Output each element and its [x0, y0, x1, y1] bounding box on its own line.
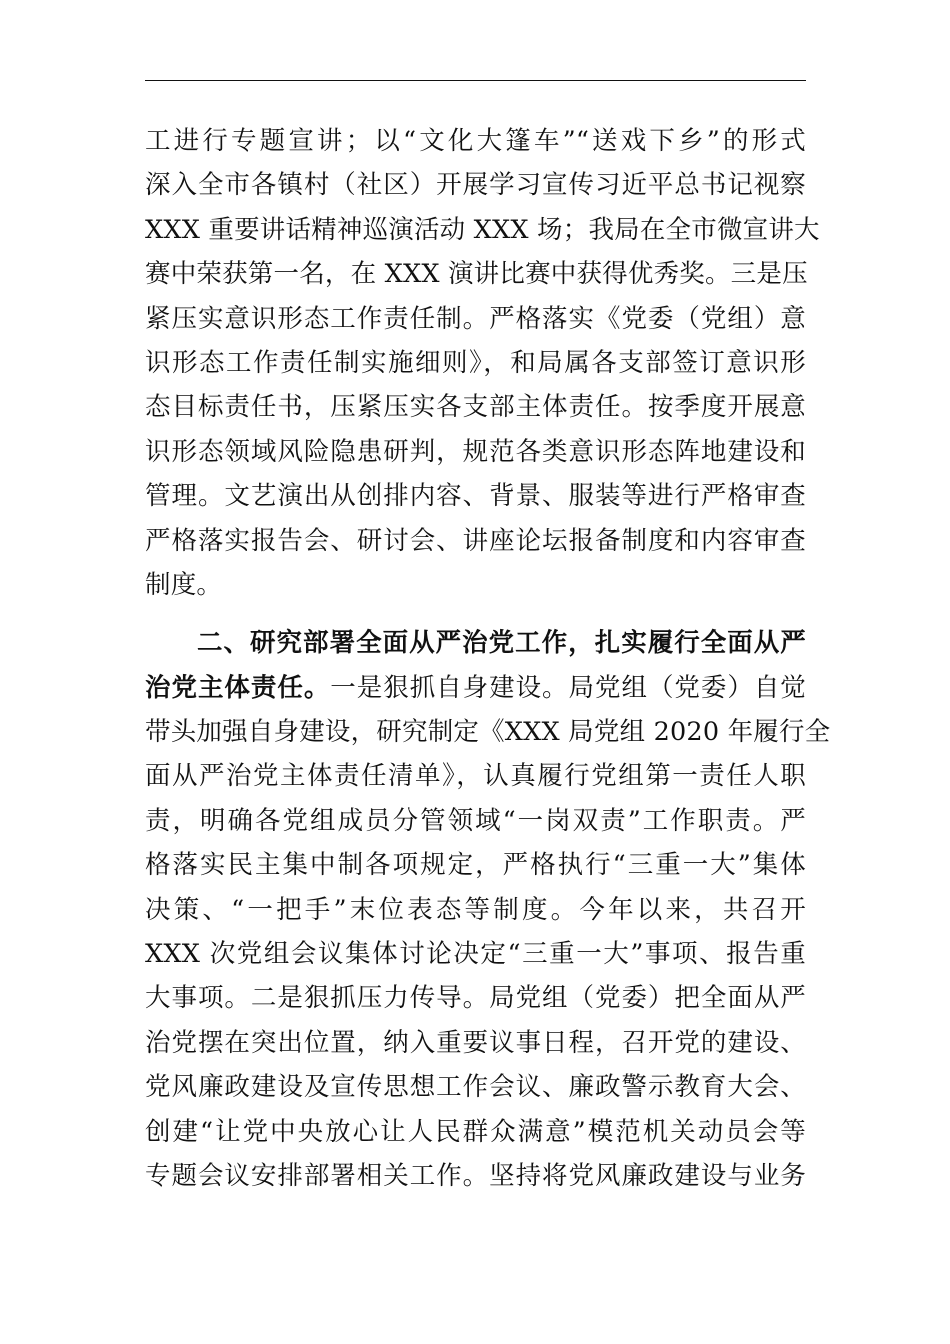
- paragraph1-line: 态目标责任书，压紧压实各支部主体责任。按季度开展意: [145, 392, 806, 423]
- paragraph2-line: 治党摆在突出位置，纳入重要议事日程，召开党的建设、: [145, 1027, 806, 1058]
- paragraph2-line: 决策、“一把手”末位表态等制度。今年以来，共召开: [145, 894, 806, 925]
- paragraph2-line: 责，明确各党组成员分管领域“一岗双责”工作职责。严: [145, 805, 806, 836]
- paragraph2-line: 党风廉政建设及宣传思想工作会议、廉政警示教育大会、: [145, 1072, 806, 1103]
- paragraph2-line-text: 一是狠抓自身建设。局党组（党委）自觉: [330, 672, 806, 703]
- paragraph2-line: 带头加强自身建设，研究制定《XXX 局党组 2020 年履行全: [145, 717, 831, 748]
- paragraph2-line: 大事项。二是狠抓压力传导。局党组（党委）把全面从严: [145, 983, 806, 1014]
- section-heading-end: 治党主体责任。: [145, 672, 331, 703]
- paragraph1-line: 赛中荣获第一名，在 XXX 演讲比赛中获得优秀奖。三是压: [145, 259, 808, 290]
- paragraph1-line: XXX 重要讲话精神巡演活动 XXX 场；我局在全市微宣讲大: [145, 214, 820, 245]
- paragraph2-line: XXX 次党组会议集体讨论决定“三重一大”事项、报告重: [145, 939, 806, 970]
- paragraph2-line: 创建“让党中央放心让人民群众满意”模范机关动员会等: [145, 1116, 806, 1147]
- paragraph1-line: 严格落实报告会、研讨会、讲座论坛报备制度和内容审查: [145, 525, 806, 556]
- paragraph1-line: 工进行专题宣讲；以“文化大篷车”“送戏下乡”的形式: [145, 126, 806, 156]
- paragraph1-line: 识形态工作责任制实施细则》，和局属各支部签订意识形: [145, 347, 806, 378]
- paragraph1-line: 识形态领域风险隐患研判，规范各类意识形态阵地建设和: [145, 436, 806, 467]
- paragraph2-line: 面从严治党主体责任清单》，认真履行党组第一责任人职: [145, 761, 806, 792]
- paragraph2-line: 格落实民主集中制各项规定，严格执行“三重一大”集体: [145, 850, 806, 881]
- section-heading: 二、研究部署全面从严治党工作，扎实履行全面从严: [197, 628, 806, 659]
- paragraph1-line: 紧压实意识形态工作责任制。严格落实《党委（党组）意: [145, 303, 806, 334]
- paragraph2-line: 专题会议安排部署相关工作。坚持将党风廉政建设与业务: [145, 1160, 806, 1191]
- paragraph2-line: [145, 666, 806, 710]
- paragraph1-line: 管理。文艺演出从创排内容、背景、服装等进行严格审查: [145, 481, 806, 512]
- paragraph-gap: [145, 607, 806, 621]
- document-body: [145, 119, 831, 1198]
- paragraph1-line: 制度。: [145, 569, 223, 600]
- header-rule: [145, 80, 806, 81]
- paragraph1-line: 深入全市各镇村（社区）开展学习宣传习近平总书记视察: [145, 170, 806, 201]
